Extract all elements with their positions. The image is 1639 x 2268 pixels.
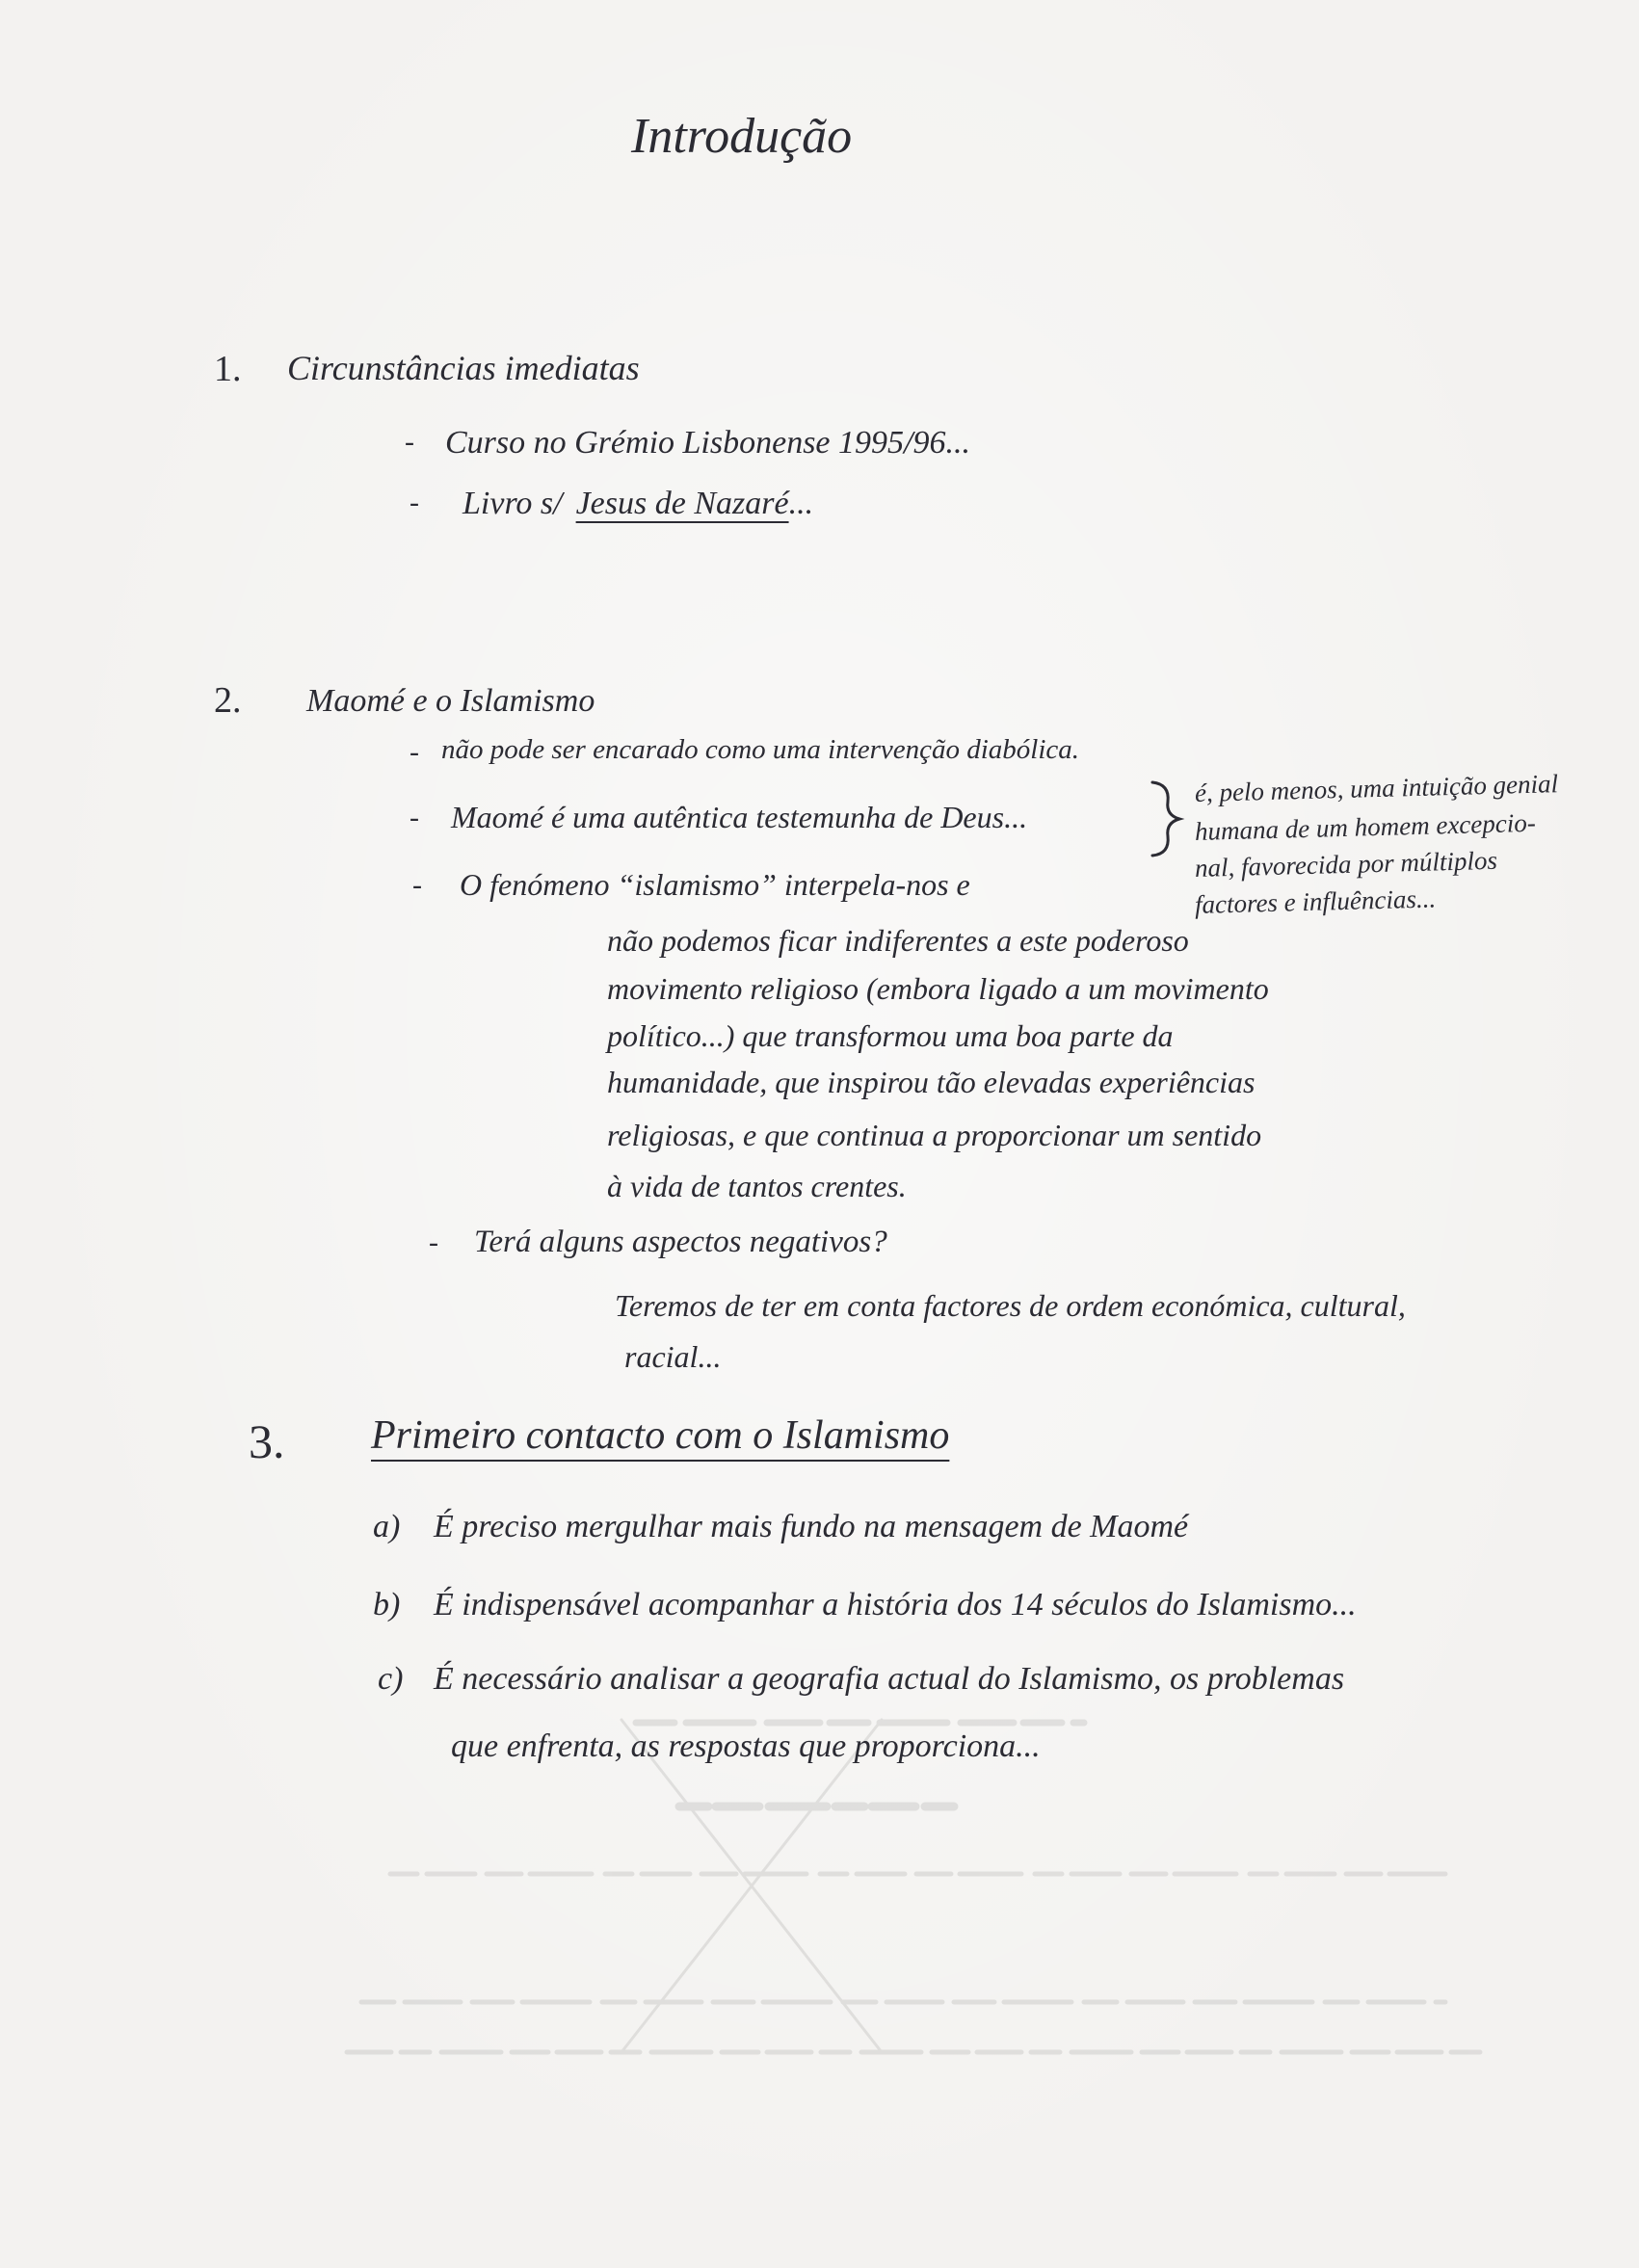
section-2-item-4-line: Teremos de ter em conta factores de ordem económica, cultural,: [615, 1288, 1406, 1323]
section-3-item-b: É indispensável acompanhar a história dos 14 séculos do Islamismo...: [434, 1587, 1357, 1622]
section-2-item-3-line: O fenómeno “islamismo” interpela-nos e: [460, 867, 970, 902]
bullet-dash: -: [410, 736, 419, 768]
section-2-item-1: não pode ser encarado como uma intervenção diabólica.: [441, 734, 1080, 765]
bullet-dash: -: [412, 869, 422, 901]
section-3-item-c-continuation: que enfrenta, as respostas que proporciona...: [451, 1728, 1041, 1764]
item-label: c): [378, 1661, 404, 1697]
section-2-item-2: Maomé é uma autêntica testemunha de Deus...: [451, 800, 1028, 834]
section-2-item-3-line: à vida de tantos crentes.: [607, 1169, 907, 1203]
page-title: Introdução: [631, 109, 853, 164]
item-label: a): [373, 1509, 401, 1544]
section-2-number: 2.: [214, 680, 242, 721]
section-2-heading: Maomé e o Islamismo: [306, 683, 595, 719]
section-2-item-3-line: não podemos ficar indiferentes a este poderoso: [607, 923, 1189, 958]
side-note-line: nal, favorecida por múltiplos: [1194, 845, 1498, 883]
side-note-line: factores e influências...: [1194, 883, 1437, 919]
bullet-dash: -: [405, 426, 414, 458]
section-1-number: 1.: [214, 349, 242, 389]
section-2-item-3-line: humanidade, que inspirou tão elevadas experiências: [607, 1065, 1256, 1099]
section-3-item-a: É preciso mergulhar mais fundo na mensagem de Maomé: [434, 1509, 1189, 1544]
section-1-item-1: Curso no Grémio Lisbonense 1995/96...: [445, 425, 970, 461]
section-2-item-4-line: racial...: [624, 1339, 722, 1374]
section-1-heading: Circunstâncias imediatas: [287, 349, 640, 387]
book-title-underlined: Jesus de Nazaré: [575, 486, 789, 521]
section-3-heading: Primeiro contacto com o Islamismo: [371, 1413, 950, 1458]
section-2-item-3-line: político...) que transformou uma boa parte da: [607, 1018, 1174, 1053]
item-prefix: Livro s/: [463, 486, 563, 521]
section-2-item-3-line: movimento religioso (embora ligado a um movimento: [607, 971, 1269, 1006]
bullet-dash: -: [429, 1226, 438, 1258]
side-note-line: humana de um homem excepcio-: [1194, 807, 1537, 846]
section-3-number: 3.: [249, 1414, 285, 1468]
section-2-item-3-line: religiosas, e que continua a proporcionar um sentido: [607, 1118, 1262, 1152]
bullet-dash: -: [410, 487, 419, 518]
section-1-item-2: [463, 485, 813, 522]
section-3-item-c: É necessário analisar a geografia actual do Islamismo, os problemas: [434, 1661, 1345, 1697]
bullet-dash: -: [410, 802, 419, 833]
section-2-item-4-line: Terá alguns aspectos negativos?: [474, 1225, 887, 1259]
item-label: b): [373, 1587, 401, 1622]
side-note-line: é, pelo menos, uma intuição genial: [1194, 769, 1559, 807]
item-suffix: ...: [788, 486, 814, 521]
